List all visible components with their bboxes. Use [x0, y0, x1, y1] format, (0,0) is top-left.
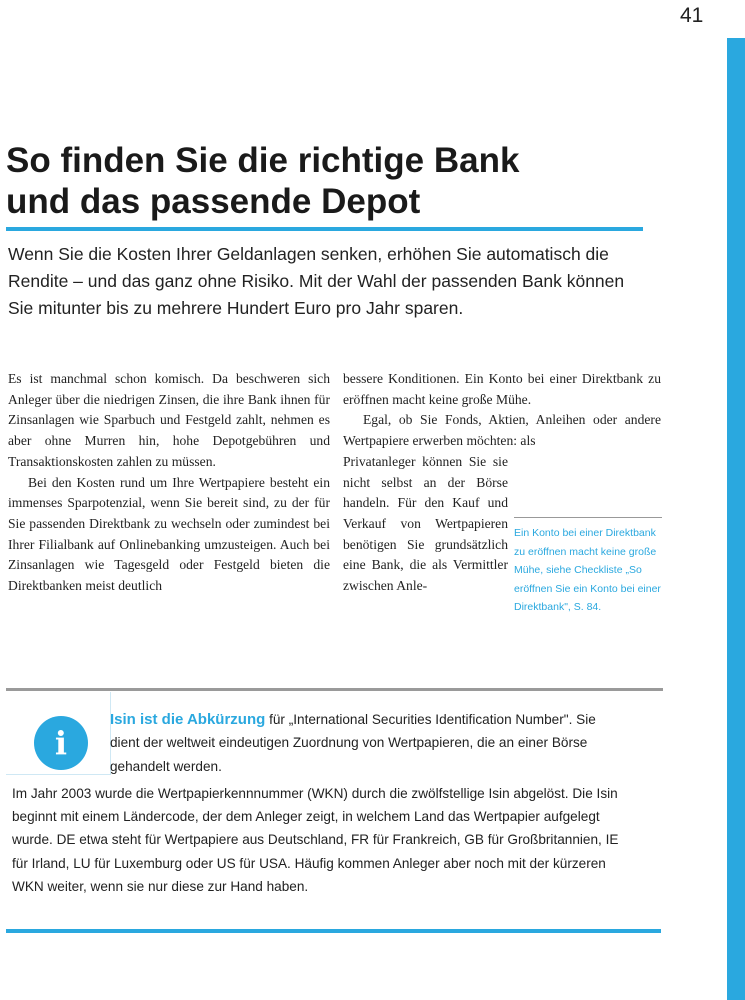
lead-paragraph: Wenn Sie die Kosten Ihrer Geldanlagen senken, erhöhen Sie automatisch die Rendite – und das ganz ohne Risiko. Mit der Wahl der passenden Bank können Sie mitunter bis zu mehrere Hundert Euro pro Jahr sparen.: [8, 244, 625, 318]
body-paragraph: Privatanleger können Sie sie nicht selbst an der Börse handeln. Für den Kauf und Verkauf von Wertpapieren benötigen Sie grundsätzlich eine Bank, die als Vermittler zwischen Anle-: [343, 453, 508, 594]
info-icon: i: [34, 716, 88, 770]
info-box-text-top: [110, 708, 620, 778]
info-box-text-rest: Im Jahr 2003 wurde die Wertpapierkennnummer (WKN) durch die zwölfstellige Isin abgelöst. Die Isin beginnt mit einem Ländercode, der dem Anleger zeigt, in welchem Land das Wertpapier aufgelegt wurde. DE etwa steht für Wertpapiere aus Deutschland, FR für Frankreich, GB für Großbritannien, IE für Irland, LU für Luxemburg oder US für USA. Häufig kommen Anleger aber noch mit der kürzeren WKN weiter, wenn sie nur diese zur Hand haben.: [12, 786, 619, 894]
page-title: [6, 140, 706, 222]
body-paragraph: Egal, ob Sie Fonds, Aktien, Anleihen oder andere Wertpapiere erwerben möchten: als: [343, 412, 661, 449]
body-paragraph: bessere Konditionen. Ein Konto bei einer Direktbank zu eröffnen macht keine große Mühe.: [343, 371, 661, 407]
title-line-1: So finden Sie die richtige Bank: [6, 141, 520, 180]
side-accent-bar: [727, 38, 745, 1000]
margin-note: Ein Konto bei einer Direktbank zu eröffnen macht keine große Mühe, siehe Checkliste „So eröffnen Sie ein Konto bei einer Direktbank", S. 84.: [514, 517, 662, 617]
info-box-highlight: Isin ist die Abkürzung: [110, 711, 266, 728]
title-underline: [6, 227, 643, 231]
title-line-2: und das passende Depot: [6, 182, 421, 221]
page-number: 41: [680, 4, 704, 27]
body-column-left: [8, 369, 330, 597]
body-paragraph: Es ist manchmal schon komisch. Da beschweren sich Anleger über die niedrigen Zinsen, die ihre Bank ihnen für Zinsanlagen wie Sparbuch und Festgeld zahlt, nehmen es aber ohne Murren hin, hohe Depotgebühren und Transaktionskosten zahlen zu müssen.: [8, 371, 330, 469]
body-paragraph: Bei den Kosten rund um Ihre Wertpapiere besteht ein immenses Sparpotenzial, wenn Sie bereit sind, zu der für Sie passenden Direktbank zu wechseln oder zumindest bei Ihrer Filialbank auf Onlinebanking umzusteigen. Auch bei Zinsanlagen wie Tagesgeld oder Festgeld bieten die Direktbanken meist deutlich: [8, 474, 330, 594]
info-box-text: für „International Securities Identification Number". Sie dient der weltweit eindeutigen Zuordnung von Wertpapieren, die an einer Börse gehandelt werden.: [110, 712, 596, 774]
info-box-top-rule: [6, 688, 663, 691]
info-box-bottom-rule: [6, 929, 661, 933]
